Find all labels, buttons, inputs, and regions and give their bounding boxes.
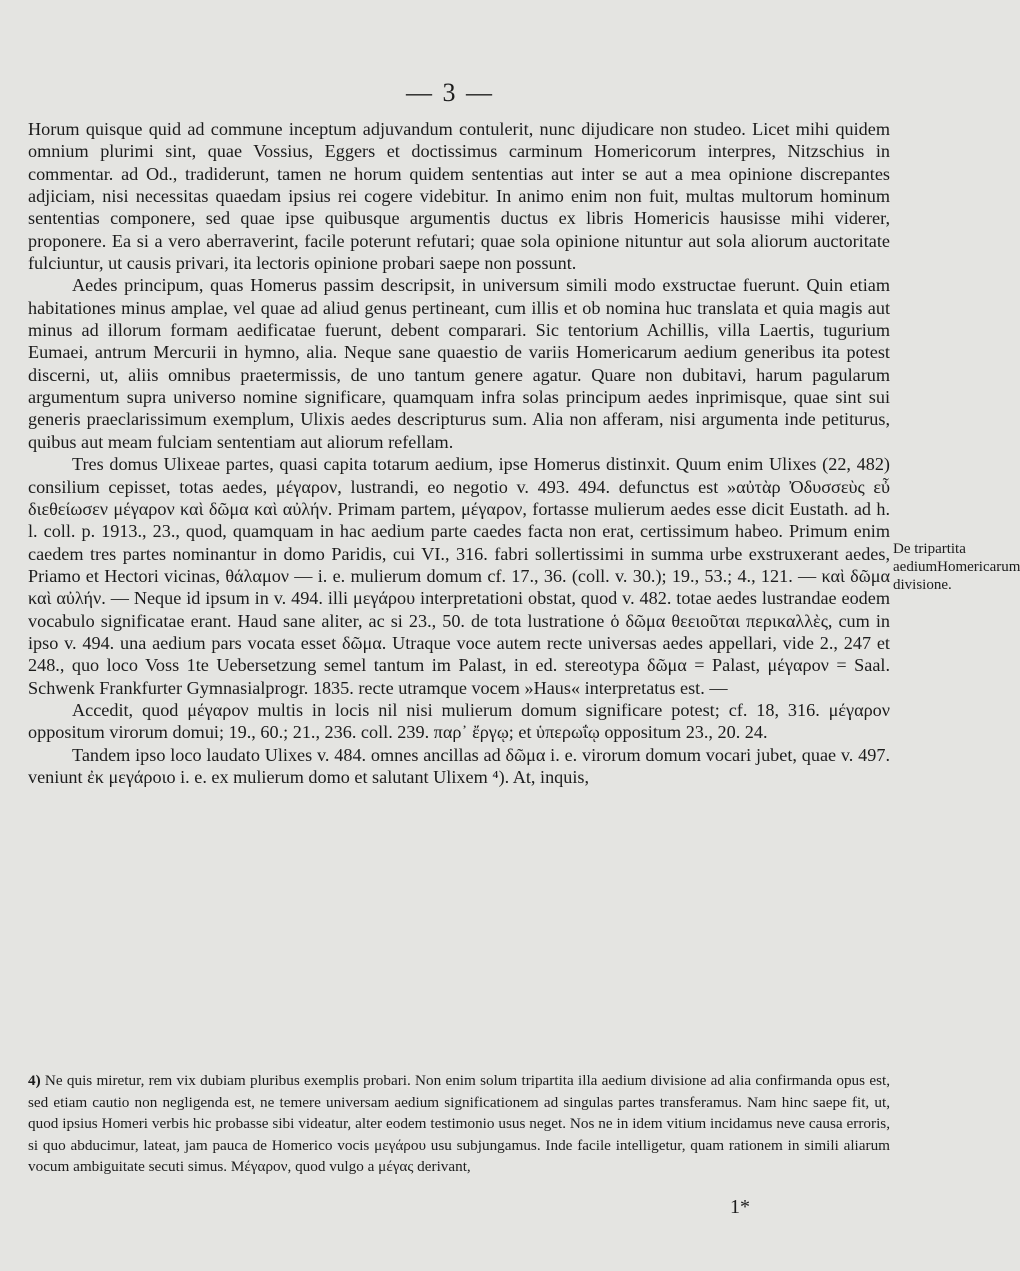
paragraph-5: Tandem ipso loco laudato Ulixes v. 484. omnes ancillas ad δῶμα i. e. virorum domum vocari jubet, quae v. 497. veniunt ἐκ μεγάροιο i. e. ex mulierum domo et salutant Ulixem ⁴). At, inquis, [28, 744, 890, 787]
paragraph-2: Aedes principum, quas Homerus passim descripsit, in universum simili modo exstructae fuerunt. Quin etiam habitationes minus amplae, vel quae ad aliud genus pertineant, cum illis et ob nomina huc translata et quia magis aut minus ad illorum formam aedificatae fuerunt, debent comparari. Sic tentorium Achillis, villa Laertis, tugurium Eumaei, antrum Mercurii in hymno, alia. Neque sane quaestio de variis Homericarum aedium generibus ita potest discerni, ut, aliis omnibus praetermissis, de uno tantum genere agatur. Quare non dubitavi, harum pagularum argumentum supra universo nomine significare, quamquam infra solas principum aedes inprimisque, quae sint sui generis praeclarissimum exemplum, Ulixis aedes descripturus sum. Alia non afferam, nisi argumenta inde petiturus, quibus aut meam fulciam sententiam aut aliorum refellam. [28, 275, 890, 452]
paragraph-1: Horum quisque quid ad commune inceptum adjuvandum contulerit, nunc dijudicare non studeo. Licet mihi quidem omnium plurimi sint, quae Vossius, Eggers et doctissimus carminum Homericorum interpres, Nitzschius in commentar. ad Od., tradiderunt, tamen ne horum quidem sententias aut inter se aut a mea opinione discrepantes adjiciam, nisi necessitas quaedam ipsius rei cogere videbitur. In animo enim non fuit, multas multorum hominum sententias componere, sed quae ipse quibusque argumentis ductus ex libris Homericis hausisse mihi viderer, proponere. Ea si a vero aberraverint, facile poterunt refutari; quae sola opinione nituntur aut sola aliorum auctoritate fulciuntur, ut causis privari, ita lectoris opinione probari saepe non possunt. [28, 119, 890, 274]
footnote-text: Ne quis miretur, rem vix dubiam pluribus exemplis probari. Non enim solum tripartita illa aedium divisione ad alia confirmanda opus est, sed etiam cautio non negligenda est, ne temere universam aedium significationem ad singulas partes transferamus. Nam hinc saepe fit, ut, quod ipsius Homeri verbis hic probasse sibi videatur, alter eodem testimonio usus neget. Nos ne in idem vitium incidamus neve causa erroris, si quo abducimur, lateat, jam pauca de Homerico vocis μεγάρου usu subjungamus. Inde facile intelligetur, quam rationem in simili aliarum vocum ambiguitate secuti simus. Μέγαρον, quod vulgo a μέγας derivant, [28, 1072, 890, 1175]
signature-mark: 1* [730, 1196, 750, 1218]
footnote-marker: 4) [28, 1072, 41, 1089]
margin-note: De tripartita aediumHomericarum divisione. [893, 541, 1020, 593]
paragraph-4: Accedit, quod μέγαρον multis in locis nil nisi mulierum domum significare potest; cf. 18, 316. μέγαρον oppositum virorum domui; 19., 60.; 21., 236. coll. 239. παρ᾽ ἔργῳ; et ὑπερωΐῳ oppositum 23., 20. 24. [28, 699, 890, 743]
page-number: — 3 — [406, 78, 494, 107]
main-text [28, 118, 890, 788]
footnote [28, 1070, 890, 1178]
paragraph-3: Tres domus Ulixeae partes, quasi capita totarum aedium, ipse Homerus distinxit. Quum enim Ulixes (22, 482) consilium cepisset, totas aedes, μέγαρον, lustrandi, eo negotio v. 493. 494. defunctus est »αὐτὰρ Ὀδυσσεὺς εὖ διεθείωσεν μέγαρον καὶ δῶμα καὶ αὐλήν. Primam partem, μέγαρον, fortasse mulierum aedes esse dicit Eustath. ad h. l. coll. p. 1913., 23., quod, quamquam in hac aedium parte caedes facta non erat, certissimum habeo. Primum enim caedem tres partes nominantur in domo Paridis, cui VI., 316. fabri sollertissimi in summa urbe exstruxerant aedes, Priamo et Hectori vicinas, θάλαμον — i. e. mulierum domum cf. 17., 36. (coll. v. 30.); 19., 53.; 4., 121. — καὶ δῶμα καὶ αὐλήν. — Neque id ipsum in v. 494. illi μεγάρου interpretationi obstat, quod v. 482. totae aedes lustrandae eodem vocabulo significatae erant. Haud sane aliter, ac si 23., 50. de tota lustratione ὁ δῶμα θεειοῦται περικαλλὲς, cum in ipso v. 494. una aedium pars vocata esset δῶμα. Utraque voce autem recte universas aedes appellari, vide 2., 247 et 248., quo loco Voss 1te Uebersetzung semel tantum im Palast, in ed. stereotypa δῶμα = Palast, μέγαρον = Saal. Schwenk Frankfurter Gymnasialprogr. 1835. recte utramque vocem »Haus« interpretatus est. — [28, 454, 890, 698]
